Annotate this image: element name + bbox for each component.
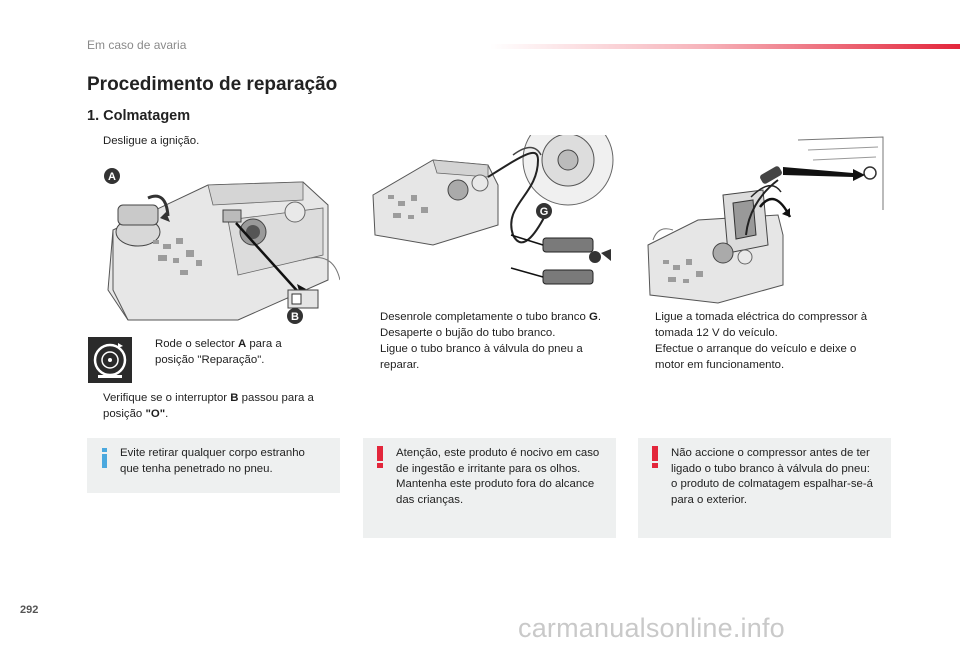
watermark: carmanualsonline.info <box>518 613 785 643</box>
label-g: G <box>539 206 549 218</box>
step-check-switch: Verifique se o interruptor B passou para a posição "O". <box>103 392 314 420</box>
compressor-selector-illustration <box>88 160 340 325</box>
step-ignition-off <box>88 134 199 150</box>
step-start-engine: Efectue o arranque do veículo e deixe o motor em funcionamento. <box>655 343 857 371</box>
label-b: B <box>291 311 299 323</box>
step-unscrew-cap: Desaperte o bujão do tubo branco. <box>380 327 556 339</box>
label-a: A <box>108 171 116 183</box>
power-socket-illustration <box>638 135 891 305</box>
header-accent-rule <box>490 44 960 49</box>
warning-icon <box>650 446 660 468</box>
step-unroll-hose: Desenrole completamente o tubo branco G. <box>380 311 601 323</box>
white-hose-illustration <box>363 135 615 305</box>
step-text: Desligue a ignição. <box>103 135 200 147</box>
info-note: Evite retirar qualquer corpo estranho que tenha penetrado no pneu. <box>87 438 340 493</box>
warning-note-product: Atenção, este produto é nocivo em caso de ingestão e irritante para os olhos. Mantenha este produto fora do alcance das crianças. <box>363 438 616 538</box>
step-connect-hose: Ligue o tubo branco à válvula do pneu a reparar. <box>380 343 583 371</box>
step-turn-selector: Rode o selector A para a posição "Reparação". <box>155 338 282 366</box>
page-title: Procedimento de reparação <box>87 74 338 95</box>
repair-position-icon <box>88 337 132 383</box>
section-subtitle: 1. Colmatagem <box>87 108 191 124</box>
step-plug-socket: Ligue a tomada eléctrica do compressor à tomada 12 V do veículo. <box>655 311 868 339</box>
warning-note-compressor: Não accione o compressor antes de ter ligado o tubo branco à válvula do pneu: o produto de colmatagem espalhar-se-á para o exterior. <box>638 438 891 538</box>
page-number: 292 <box>20 604 39 616</box>
warning-icon <box>375 446 385 468</box>
info-icon <box>99 448 111 468</box>
section-label: Em caso de avaria <box>87 38 187 52</box>
